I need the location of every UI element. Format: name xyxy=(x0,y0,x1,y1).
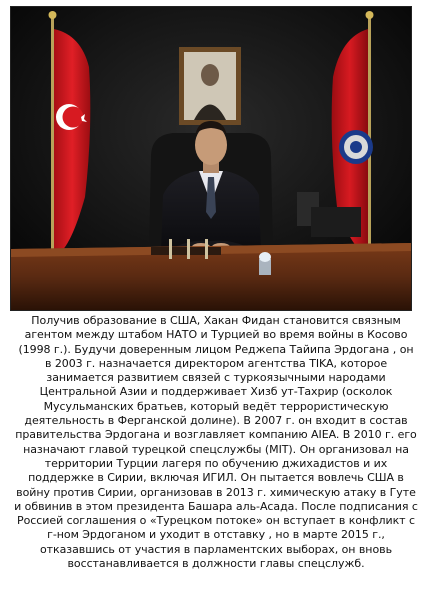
official-portrait-photo xyxy=(11,7,411,310)
article-photo xyxy=(10,6,412,311)
desk xyxy=(11,239,411,310)
wall-portrait xyxy=(179,47,241,125)
article-caption: Получив образование в США, Хакан Фидан становится связным агентом между штабом НАТО и Турцией во время войны в Косово (1998 г.). Будучи доверенным лицом Реджепа Тайипа Эрдогана , он в 2003 г. назначается директором агентства TIKA, которое занимается развитием связей с туркоязычными народами Центральной Азии и поддерживает Хизб ут-Тахрир (осколок Мусульманских братьев, который ведёт террористическую деятельность в Ферганской долине). В 2007 г. он входит в состав правительства Эрдогана и возглавляет компанию AIEA. В 2010 г. его назначают главой турецкой спецслужбы (MIT). Он организовал на территории Турции лагеря по обучению джихадистов и их поддержке в Сирии, включая ИГИЛ. Он пытается вовлечь США в войну против Сирии, организовав в 2013 г. химическую атаку в Гуте и обвинив в этом президента Башара аль-Асада. После подписания с Россией соглашения о «Турецком потоке» он вступает в конфликт с г-ном Эрдоганом и уходит в отставку , но в марте 2015 г., отказавшись от участия в парламентских выборах, он вновь восстанавливается в должности главы спецслужб. xyxy=(14,314,418,571)
